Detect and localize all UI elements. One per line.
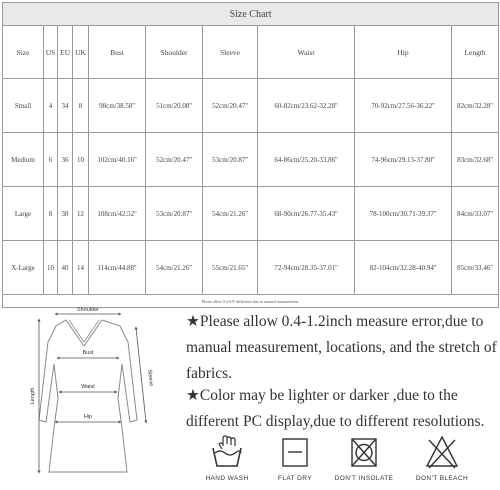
sleeve-label: Sleeve [146,369,154,387]
table-cell: 36 [58,133,73,187]
table-cell: 40 [58,241,73,295]
table-cell: 54cm/21.26'' [203,187,258,241]
table-header-row [3,26,499,79]
table-cell: 78-100cm/30.71-39.37'' [355,187,452,241]
table-cell: 83cm/32.68'' [452,133,499,187]
table-row [3,187,499,241]
table-cell: 10 [73,133,89,187]
column-header: Sleeve [203,26,258,79]
table-body [3,79,499,295]
table-cell: 52cm/20.47'' [203,79,258,133]
no-insolate-icon [347,434,381,472]
table-cell: 60-82cm/23.62-32.28'' [258,79,355,133]
table-cell: 54cm/21.26'' [146,241,203,295]
table-cell: 82cm/32.28'' [452,79,499,133]
table-cell: 108cm/42.52'' [89,187,146,241]
table-row [3,79,499,133]
table-cell: 38 [58,187,73,241]
table-cell: 85cm/33.46'' [452,241,499,295]
care-label: DON'T INSOLATE [334,475,394,482]
table-footnote: Please allow 0.4-0.8' difference due to manual measurement. [3,295,499,308]
table-cell: Medium [3,133,44,187]
size-chart-table [2,2,499,308]
table-cell: 74-96cm/29.13-37.80'' [355,133,452,187]
table-cell: 98cm/38.58'' [89,79,146,133]
table-cell: 70-92cm/27.56-36.22'' [355,79,452,133]
column-header: EU [58,26,73,79]
table-cell: 114cm/44.88'' [89,241,146,295]
column-header: US [44,26,58,79]
care-label: HAND WASH [205,475,249,482]
measurement-error-note: ★Please allow 0.4-1.2inch measure error,due to manual measurement, locations, and the stretch of fabrics. [186,313,497,382]
table-cell: 84cm/33.07'' [452,187,499,241]
table-cell: 34 [58,79,73,133]
table-cell: 64-86cm/25.20-33.86'' [258,133,355,187]
table-cell: 53cm/20.87'' [146,187,203,241]
color-difference-note: ★Color may be lighter or darker ,due to the different PC display,due to different resolutions. [186,387,485,430]
table-cell: 102cm/40.16'' [89,133,146,187]
dress-measurement-diagram [6,302,166,480]
table-row [3,241,499,295]
table-cell: 53cm/20.87'' [203,133,258,187]
table-cell: 4 [44,79,58,133]
table-row [3,133,499,187]
table-cell: 55cm/21.65'' [203,241,258,295]
column-header: Hip [355,26,452,79]
hand-wash-icon [210,434,244,472]
dress-outline [39,320,137,472]
table-cell: 72-94cm/28.35-37.01'' [258,241,355,295]
table-cell: 82-104cm/32.28-40.94'' [355,241,452,295]
care-no-insolate [324,434,404,482]
care-flat-dry [255,434,335,482]
hip-label: Hip [83,414,93,420]
column-header: Length [452,26,499,79]
table-cell: 52cm/20.47'' [146,133,203,187]
no-bleach-icon [425,434,459,472]
table-cell: Small [3,79,44,133]
table-cell: 8 [44,187,58,241]
size-chart-title: Size Chart [3,3,499,26]
column-header: Size [3,26,44,79]
care-label: FLAT DRY [278,475,312,482]
table-cell: 51cm/20.08'' [146,79,203,133]
table-cell: X-Large [3,241,44,295]
column-header: Waist [258,26,355,79]
table-cell: 6 [44,133,58,187]
table-cell: 14 [73,241,89,295]
table-cell: 68-90cm/26.77-35.43'' [258,187,355,241]
flat-dry-icon [278,434,312,472]
column-header: Shoulder [146,26,203,79]
column-header: Bust [89,26,146,79]
waist-label: Waist [81,384,95,390]
table-cell: Large [3,187,44,241]
table-cell: 10 [44,241,58,295]
table-cell: 8 [73,79,89,133]
care-label: DON'T BLEACH [415,475,469,482]
care-no-bleach [402,434,482,482]
column-header: UK [73,26,89,79]
shoulder-label: Shoulder [76,307,100,313]
length-label: Length [30,387,36,405]
table-cell: 12 [73,187,89,241]
bust-label: Bust [82,350,94,356]
